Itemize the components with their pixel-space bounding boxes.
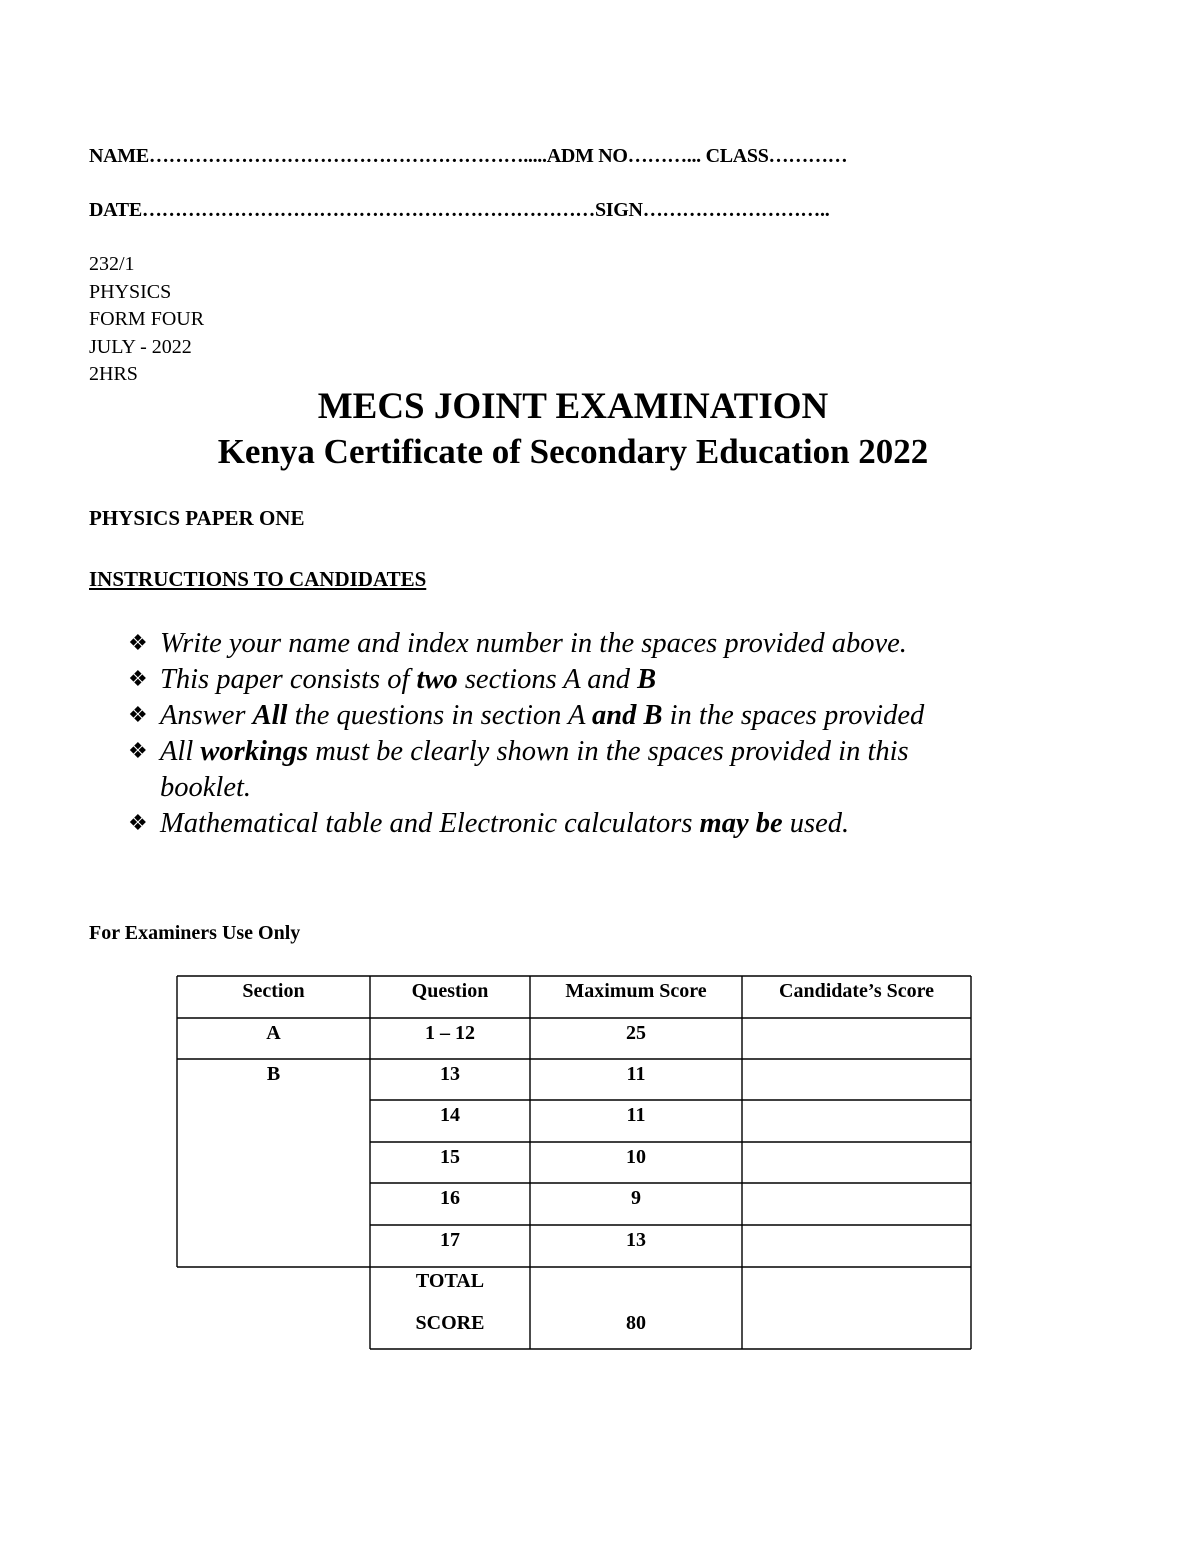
subject: PHYSICS <box>89 280 172 303</box>
max-score-cell: 10 <box>626 1146 646 1168</box>
instruction-item: ❖ Answer All the questions in section A and B in the spaces provided <box>128 698 924 734</box>
diamond-bullet-icon: ❖ <box>128 811 148 836</box>
diamond-bullet-icon: ❖ <box>128 631 148 656</box>
instruction-item: ❖ All workings must be clearly shown in the spaces provided in this booklet. <box>128 736 909 803</box>
diamond-bullet-icon: ❖ <box>128 703 148 728</box>
question-cell: 13 <box>440 1063 460 1085</box>
instructions-heading: INSTRUCTIONS TO CANDIDATES <box>89 567 427 591</box>
date-sign-line: DATE……………………………………………………………SIGN……………………….. <box>89 199 830 221</box>
total-label: TOTAL <box>415 1270 485 1292</box>
max-score-cell: 11 <box>626 1063 646 1085</box>
instruction-item: ❖ This paper consists of two sections A and B <box>128 662 924 698</box>
form-level: FORM FOUR <box>89 308 205 330</box>
diamond-bullet-icon: ❖ <box>128 739 148 764</box>
exam-title: MECS JOINT EXAMINATION <box>317 386 829 427</box>
header-question: Question <box>411 980 489 1002</box>
max-score-cell: 13 <box>626 1229 646 1251</box>
name-adm-class-line: NAME………………………………………………….....ADM NO………... CLASS………… <box>89 145 848 167</box>
question-cell: 14 <box>440 1104 460 1126</box>
section-a-cell: A <box>266 1022 281 1044</box>
header-candidate-score: Candidate’s Score <box>779 980 934 1002</box>
exam-subtitle: Kenya Certificate of Secondary Education 2022 <box>217 432 929 471</box>
exam-date: JULY - 2022 <box>89 335 192 358</box>
total-max-score: 80 <box>626 1312 646 1334</box>
max-score-cell: 25 <box>626 1022 646 1044</box>
question-cell: 15 <box>440 1146 460 1168</box>
question-cell: 16 <box>440 1187 460 1209</box>
diamond-bullet-icon: ❖ <box>128 667 148 692</box>
max-score-cell: 11 <box>626 1104 646 1126</box>
section-b-cell: B <box>266 1063 281 1085</box>
question-cell: 17 <box>440 1229 460 1251</box>
max-score-cell: 9 <box>631 1187 641 1209</box>
header-maximum-score: Maximum Score <box>565 980 707 1002</box>
instruction-item: ❖ Write your name and index number in the spaces provided above. <box>128 626 924 662</box>
examiners-use-label: For Examiners Use Only <box>89 922 301 944</box>
paper-title: PHYSICS PAPER ONE <box>89 506 305 530</box>
score-label: SCORE <box>415 1312 485 1334</box>
header-section: Section <box>242 980 305 1002</box>
instruction-item: ❖ Mathematical table and Electronic calculators may be used. <box>128 806 924 842</box>
duration: 2HRS <box>89 363 138 385</box>
paper-code: 232/1 <box>89 253 135 275</box>
question-cell: 1 – 12 <box>425 1022 475 1044</box>
